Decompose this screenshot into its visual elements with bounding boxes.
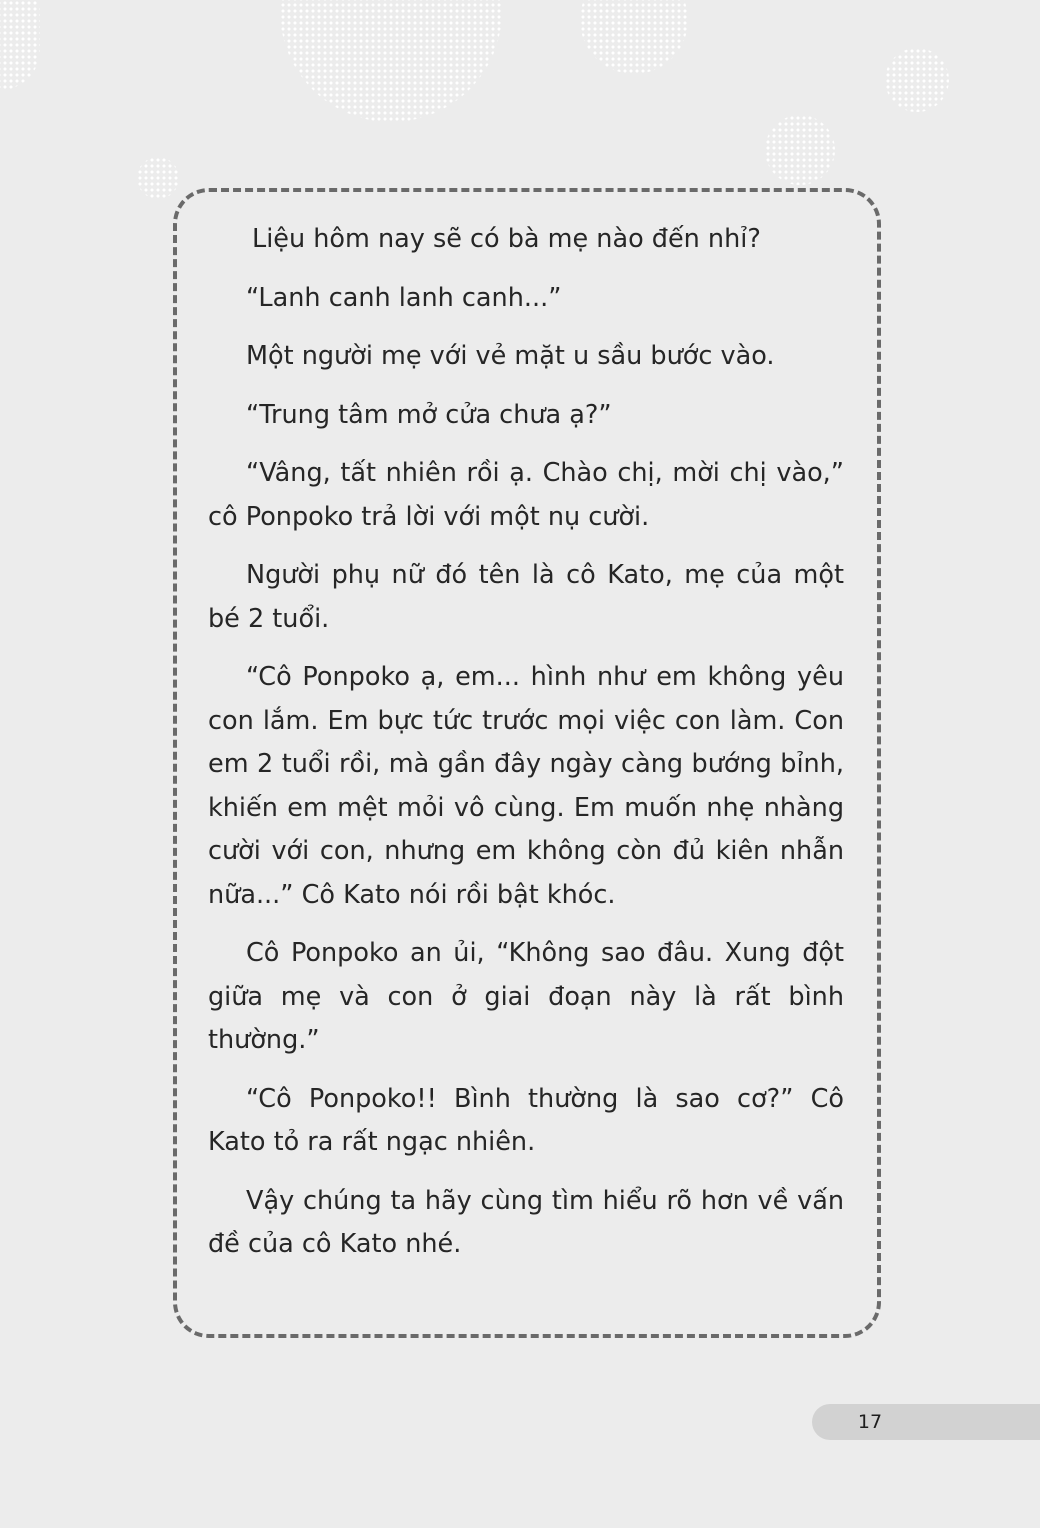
page-number: 17: [857, 1411, 883, 1433]
story-paragraph: Một người mẹ với vẻ mặt u sầu bước vào.: [246, 341, 775, 371]
story-paragraph: “Lanh canh lanh canh...”: [246, 282, 562, 313]
story-paragraph: “Vâng, tất nhiên rồi ạ. Chào chị, mời chị vào,” cô Ponpoko trả lời với một nụ cười.: [208, 458, 844, 532]
story-paragraph: Người phụ nữ đó tên là cô Kato, mẹ của một bé 2 tuổi.: [208, 560, 844, 634]
story-paragraph: Vậy chúng ta hãy cùng tìm hiểu rõ hơn về vấn đề của cô Kato nhé.: [208, 1185, 844, 1259]
decorative-dot-circle-middle: [765, 115, 835, 185]
story-paragraph: Liệu hôm nay sẽ có bà mẹ nào đến nhỉ?: [252, 224, 761, 254]
decorative-dot-circle-left: [137, 157, 179, 199]
decorative-dot-circle-large: [280, 0, 502, 122]
story-text: [208, 218, 844, 1282]
story-paragraph: “Trung tâm mở cửa chưa ạ?”: [246, 399, 612, 430]
story-paragraph: “Cô Ponpoko ạ, em... hình như em không yêu con lắm. Em bực tức trước mọi việc con làm. Con em 2 tuổi rồi, mà gần đây ngày càng bướng bỉnh, khiến em mệt mỏi vô cùng. Em muốn nhẹ nhàng cười với con, nhưng em không còn đủ kiên nhẫn nữa...” Cô Kato nói rồi bật khóc.: [208, 662, 844, 910]
decorative-dot-circle-top-right: [580, 0, 688, 74]
story-paragraph: Cô Ponpoko an ủi, “Không sao đâu. Xung đột giữa mẹ và con ở giai đoạn này là rất bình thường.”: [208, 938, 844, 1055]
story-paragraph: “Cô Ponpoko!! Bình thường là sao cơ?” Cô Kato tỏ ra rất ngạc nhiên.: [208, 1083, 844, 1157]
decorative-dot-circle-right: [885, 48, 949, 112]
decorative-dot-circle-corner: [0, 0, 40, 90]
